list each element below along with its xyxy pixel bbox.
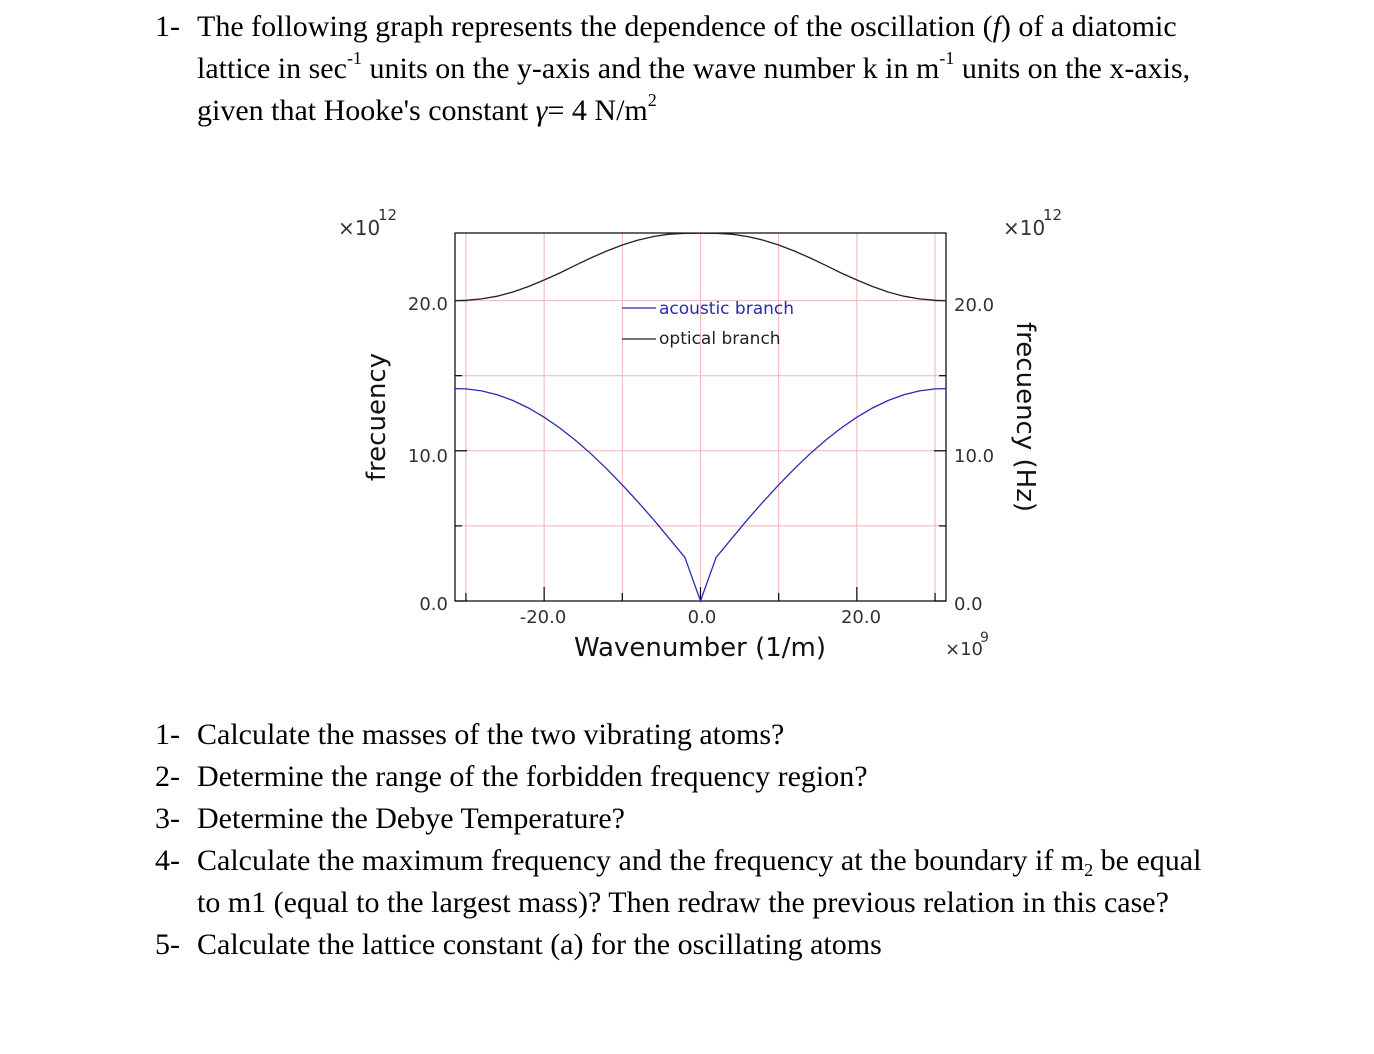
y-multiplier-left — [338, 206, 397, 240]
y-axis-title-right: frecuency (Hz) — [1010, 322, 1040, 512]
y-tick-label-left: 0.0 — [419, 594, 448, 615]
y-tick-label-right: 10.0 — [954, 446, 995, 467]
y-axis-title-left: frecuency — [362, 352, 392, 482]
x-multiplier — [945, 630, 989, 660]
question-text: Determine the Debye Temperature? — [197, 802, 625, 835]
legend-acoustic-label: acoustic branch — [659, 299, 795, 319]
x-axis-title: Wavenumber (1/m) — [573, 633, 827, 663]
intro-number: 1- — [155, 10, 180, 43]
x-multiplier-exponent: 9 — [980, 630, 989, 646]
y-tick-label-left: 20.0 — [407, 294, 448, 315]
question-text: Calculate the maximum frequency and the frequency at the boundary if $m_2$ be equal to m1 (equal to the largest mass)? Then redraw the previous relation in this case? — [197, 844, 1202, 919]
y-tick-labels-right — [954, 295, 994, 615]
question-text: Calculate the masses of the two vibrating atoms? — [197, 718, 785, 751]
x-tick-labels — [520, 607, 881, 628]
question-number: 2- — [155, 760, 180, 793]
question-item — [155, 756, 1215, 798]
y-multiplier-right — [1003, 206, 1062, 240]
chart-grid — [455, 233, 946, 601]
question-item — [155, 924, 1215, 966]
y-multiplier-exponent: 12 — [378, 206, 398, 224]
question-item — [155, 798, 1215, 840]
x-multiplier-base: ×10 — [945, 639, 983, 660]
y-tick-label-left: 10.0 — [407, 446, 448, 467]
question-number: 1- — [155, 718, 180, 751]
x-tick-label: 0.0 — [687, 607, 717, 628]
y-tick-label-right: 20.0 — [954, 295, 995, 316]
x-tick-label: 20.0 — [840, 607, 882, 628]
question-list — [155, 714, 1215, 966]
question-item — [155, 714, 1215, 756]
y-tick-label-right: 0.0 — [954, 594, 983, 615]
y-multiplier-base: ×10 — [338, 216, 381, 240]
y-tick-labels-left — [408, 294, 448, 615]
question-text: Determine the range of the forbidden frequency region? — [197, 760, 868, 793]
question-number: 4- — [155, 844, 180, 877]
legend — [622, 299, 794, 349]
question-number: 3- — [155, 802, 180, 835]
y-multiplier-base: ×10 — [1003, 216, 1046, 240]
question-item — [155, 840, 1215, 924]
question-text: Calculate the lattice constant (a) for the oscillating atoms — [197, 928, 882, 961]
y-multiplier-exponent: 12 — [1043, 206, 1063, 224]
legend-optical-label: optical branch — [659, 329, 781, 349]
question-number: 5- — [155, 928, 180, 961]
intro-text: The following graph represents the dependence of the oscillation (f) of a diatomic lattice in $\sec^{-1}$ units on the y-axis and the wave number k in $m^{-1}$ units on the x-axis, given that Hooke's constant γ= 4 $N/m^2$ — [197, 10, 1191, 127]
x-tick-label: -20.0 — [519, 607, 567, 628]
